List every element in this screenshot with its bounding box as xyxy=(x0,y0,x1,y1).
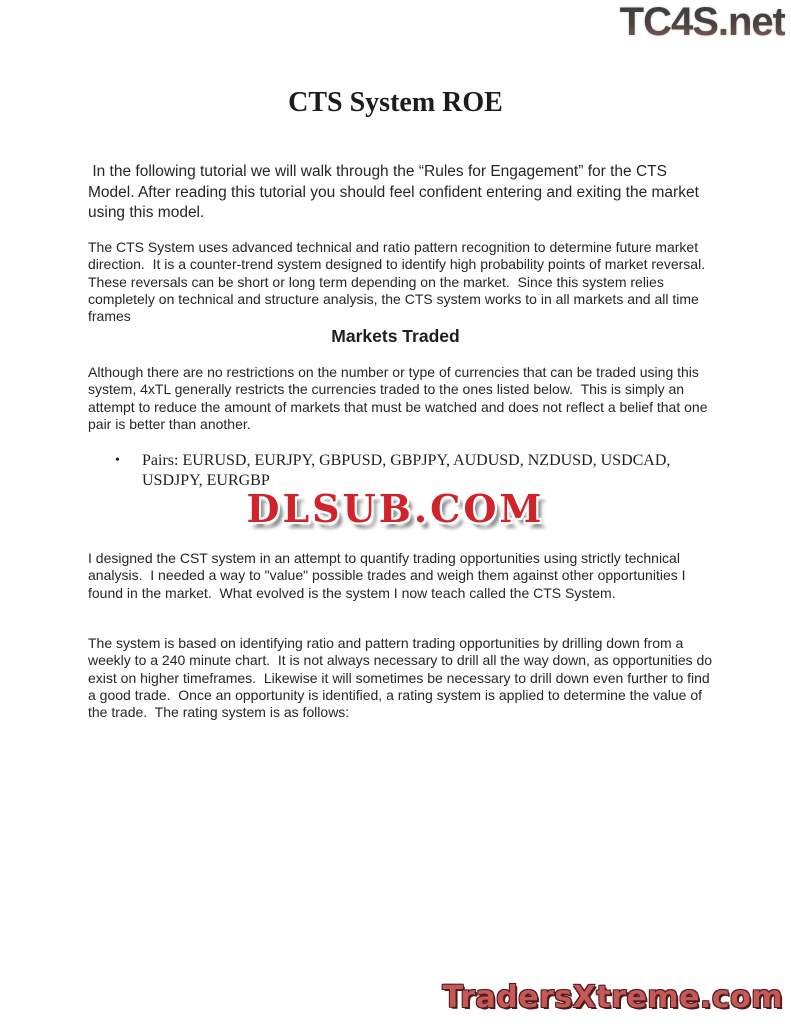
rating-system-paragraph: The system is based on identifying ratio and pattern trading opportunities by drilling down from a weekly to a 240 minute chart. It is not always necessary to drill all the way down, as opportunities do exist on higher timeframes. Likewise it will sometimes be necessary to drill down even further to find a good trade. Once an opportunity is identified, a rating system is applied to determine the value of the trade. The rating system is as follows: xyxy=(88,635,716,721)
markets-restrictions-paragraph: Although there are no restrictions on the number or type of currencies that can be traded using this system, 4xTL generally restricts the currencies traded to the ones listed below. This is simply an attempt to reduce the amount of markets that must be watched and does not reflect a belief that one pair is better than another. xyxy=(88,364,712,432)
system-design-paragraph: I designed the CST system in an attempt to quantify trading opportunities using strictly technical analysis. I needed a way to "value" possible trades and weigh them against other opportunities I found in the market. What evolved is the system I now teach called the CTS System. xyxy=(88,550,690,601)
intro-paragraph: In the following tutorial we will walk through the “Rules for Engagement” for the CTS Model. After reading this tutorial you should feel confident entering and exiting the market using this model. xyxy=(88,163,704,221)
page-title: CTS System ROE xyxy=(288,87,503,118)
dlsub-watermark-logo: DLSUB.COM xyxy=(246,486,545,531)
tradersxtreme-logo: TradersXtreme.com xyxy=(442,980,783,1015)
pairs-list-item xyxy=(115,451,700,491)
tc4s-net-logo: TC4S.net xyxy=(619,0,785,44)
bullet-icon: • xyxy=(115,453,120,468)
dlsub-watermark-row xyxy=(0,486,791,531)
cts-overview-paragraph: The CTS System uses advanced technical and ratio pattern recognition to determine future market direction. It is a counter-trend system designed to identify high probability points of market reversal. These reversals can be short or long term depending on the market. Since this system relies completely on technical and structure analysis, the CTS system works to in all markets and all time frames xyxy=(88,239,713,325)
pairs-list-text: Pairs: EURUSD, EURJPY, GBPUSD, GBPJPY, AUDUSD, NZDUSD, USDCAD, USDJPY, EURGBP xyxy=(142,452,675,489)
section-heading-markets-traded: Markets Traded xyxy=(331,326,460,346)
